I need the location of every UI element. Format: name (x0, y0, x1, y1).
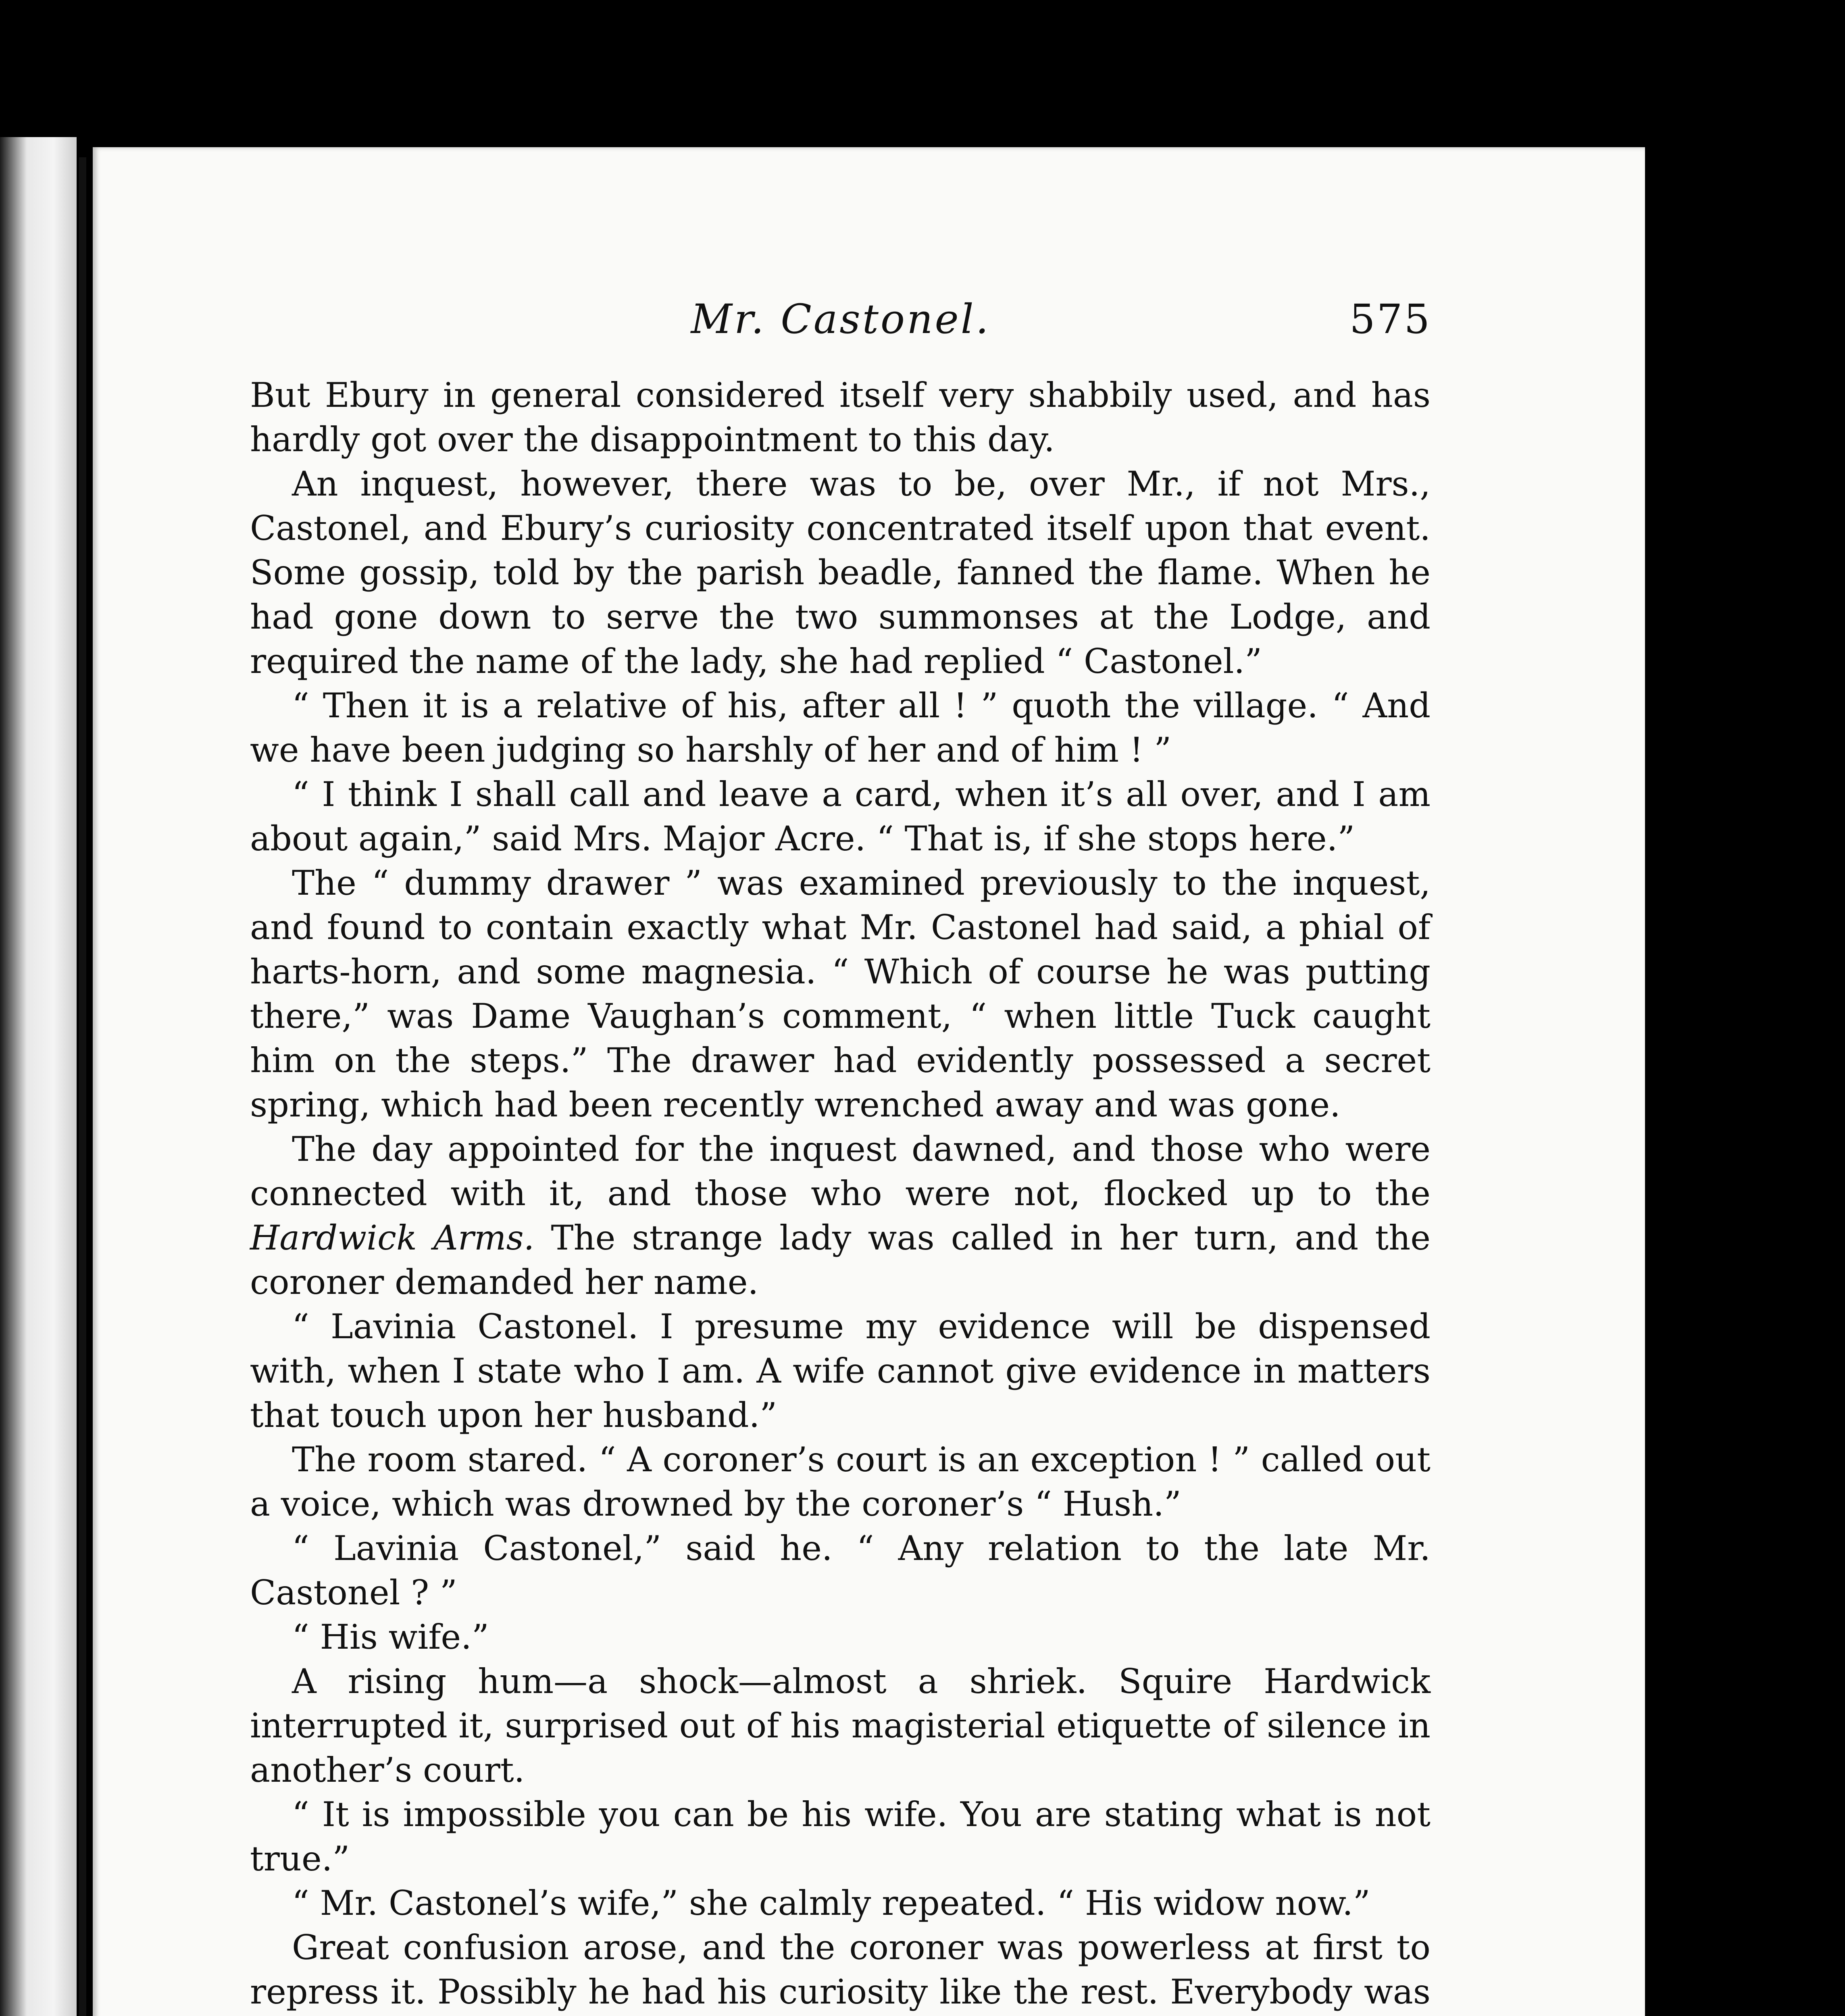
paragraph (250, 462, 1431, 683)
text-run: But Ebury in general considered itself very shabbily used, and has hardly got over the disappointment to this day. (250, 375, 1431, 459)
text-run: “ I think I shall call and leave a card, when it’s all over, and I am about again,” said Mrs. Major Acre. “ That is, if she stops here.” (250, 775, 1431, 858)
paragraph (250, 1925, 1431, 2016)
body-text (250, 373, 1431, 2016)
book-page (93, 147, 1645, 2016)
running-head (250, 296, 1431, 360)
text-run: “ It is impossible you can be his wife. You are stating what is not true.” (250, 1795, 1431, 1879)
text-run: “ Then it is a relative of his, after all ! ” quoth the village. “ And we have been judging so harshly of her and of him ! ” (250, 686, 1431, 770)
paragraph (250, 1881, 1431, 1925)
paragraph (250, 373, 1431, 462)
page-number: 575 (1349, 296, 1431, 343)
text-run: An inquest, however, there was to be, over Mr., if not Mrs., Castonel, and Ebury’s curiosity concentrated itself upon that event. Some gossip, told by the parish beadle, fanned the flame. When he had gone down to serve the two summonses at the Lodge, and required the name of the lady, she had replied “ Castonel.” (250, 464, 1431, 681)
paragraph (250, 683, 1431, 772)
running-title: Mr. Castonel. (691, 296, 991, 343)
text-run: A rising hum—a shock—almost a shriek. Squire Hardwick interrupted it, surprised out of his magisterial etiquette of silence in another’s court. (250, 1662, 1431, 1790)
text-run: The strange lady was called in her turn, and the coroner demanded her name. (250, 1218, 1431, 1302)
text-run: “ His wife.” (292, 1617, 489, 1657)
paragraph (250, 1659, 1431, 1792)
text-run: “ Lavinia Castonel. I presume my evidence will be dispensed with, when I state who I am. A wife cannot give evidence in matters that touch upon her husband.” (250, 1307, 1431, 1435)
text-run: “ Mr. Castonel’s wife,” she calmly repeated. “ His widow now.” (292, 1883, 1370, 1923)
paragraph (250, 861, 1431, 1127)
paragraph (250, 1127, 1431, 1304)
text-run: “ Lavinia Castonel,” said he. “ Any relation to the late Mr. Castonel ? ” (250, 1529, 1431, 1612)
paragraph (250, 1615, 1431, 1659)
text-run: The “ dummy drawer ” was examined previously to the inquest, and found to contain exactly what Mr. Castonel had said, a phial of harts-horn, and some magnesia. “ Which of course he was putting there,” was Dame Vaughan’s comment, “ when little Tuck caught him on the steps.” The drawer had evidently possessed a secret spring, which had been recently wrenched away and was gone. (250, 863, 1431, 1125)
paragraph (250, 772, 1431, 861)
paragraph (250, 1792, 1431, 1881)
paragraph (250, 1526, 1431, 1615)
paragraph (250, 1304, 1431, 1437)
text-run: The room stared. “ A coroner’s court is an exception ! ” called out a voice, which was drowned by the coroner’s “ Hush.” (250, 1440, 1431, 1524)
text-run: The day appointed for the inquest dawned, and those who were connected with it, and those who were not, flocked up to the (250, 1129, 1431, 1213)
italic-text: Hardwick Arms. (250, 1218, 535, 1258)
previous-page-edge (0, 137, 77, 2016)
binding-gutter (79, 157, 86, 2016)
text-run: Great confusion arose, and the coroner was powerless at first to repress it. Possibly he had his curiosity like the rest. Everybody was (250, 1928, 1431, 2012)
paragraph (250, 1437, 1431, 1526)
